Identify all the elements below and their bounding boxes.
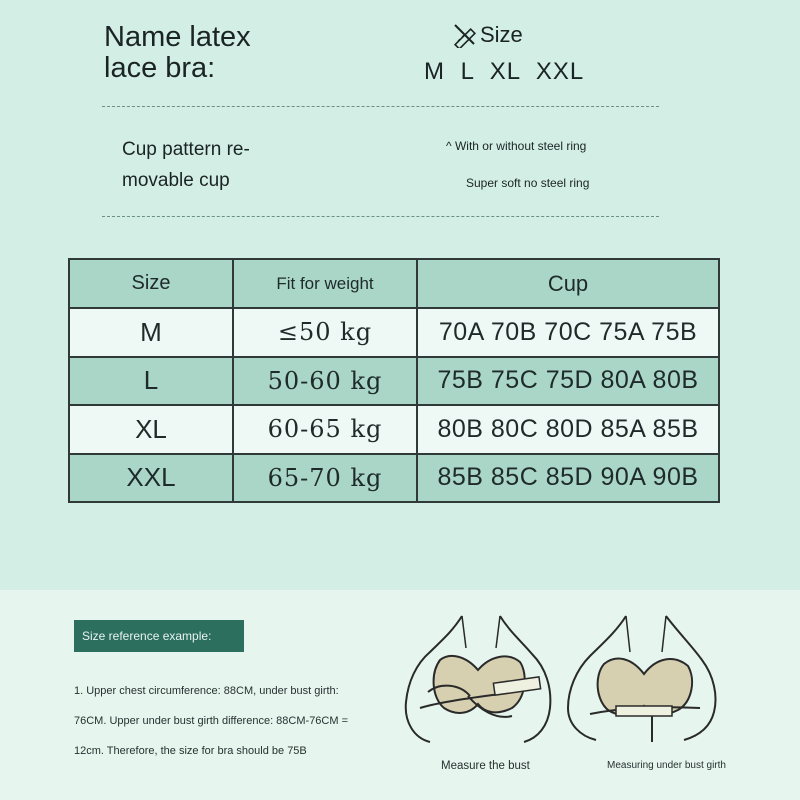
cup-cell: 80B 80C 80D 85A 85B	[417, 405, 719, 454]
table-row	[69, 357, 719, 406]
product-name-line2: lace bra:	[104, 52, 216, 84]
measure-underbust-caption: Measuring under bust girth	[607, 760, 726, 771]
product-name	[104, 22, 251, 84]
cup-cell: 85B 85C 85D 90A 90B	[417, 454, 719, 503]
size-cell: L	[69, 357, 233, 406]
reference-line3: 12cm. Therefore, the size for bra should be 75B	[74, 745, 307, 757]
table-header-row	[69, 259, 719, 308]
weight-cell: 65-70 kg	[233, 454, 417, 503]
header-cup: Cup	[417, 259, 719, 308]
cup-pattern-line2: movable cup	[122, 170, 230, 191]
size-cell: XXL	[69, 454, 233, 503]
size-cell: M	[69, 308, 233, 357]
table-row	[69, 308, 719, 357]
cup-pattern-text	[122, 134, 250, 196]
measure-bust-caption: Measure the bust	[441, 760, 530, 772]
size-reference-text	[74, 676, 394, 766]
header-weight: Fit for weight	[233, 259, 417, 308]
size-label: Size	[480, 22, 523, 47]
reference-line2: 76CM. Upper under bust girth difference: 88CM-76CM =	[74, 715, 349, 727]
size-list: M L XL XXL	[424, 58, 585, 85]
size-cell: XL	[69, 405, 233, 454]
reference-line1: 1. Upper chest circumference: 88CM, under bust girth:	[74, 685, 339, 697]
cup-pattern-line1: Cup pattern re-	[122, 139, 250, 160]
weight-cell: 50-60 kg	[233, 357, 417, 406]
measure-underbust-illustration	[560, 612, 730, 760]
table-row	[69, 405, 719, 454]
divider-bottom	[102, 216, 659, 217]
steel-ring-note: ^ With or without steel ring	[446, 139, 587, 153]
cup-cell: 70A 70B 70C 75A 75B	[417, 308, 719, 357]
weight-cell: ≤50 kg	[233, 308, 417, 357]
size-reference-banner: Size reference example:	[74, 620, 244, 652]
size-heading	[452, 22, 523, 48]
weight-cell: 60-65 kg	[233, 405, 417, 454]
no-steel-ring-note: Super soft no steel ring	[466, 176, 590, 190]
size-chart-table	[68, 258, 720, 503]
table-row	[69, 454, 719, 503]
measure-bust-illustration	[400, 612, 560, 760]
cup-cell: 75B 75C 75D 80A 80B	[417, 357, 719, 406]
product-name-line1: Name latex	[104, 21, 251, 53]
divider-top	[102, 106, 659, 107]
ruler-pencil-icon	[452, 22, 478, 48]
header-size: Size	[69, 259, 233, 308]
